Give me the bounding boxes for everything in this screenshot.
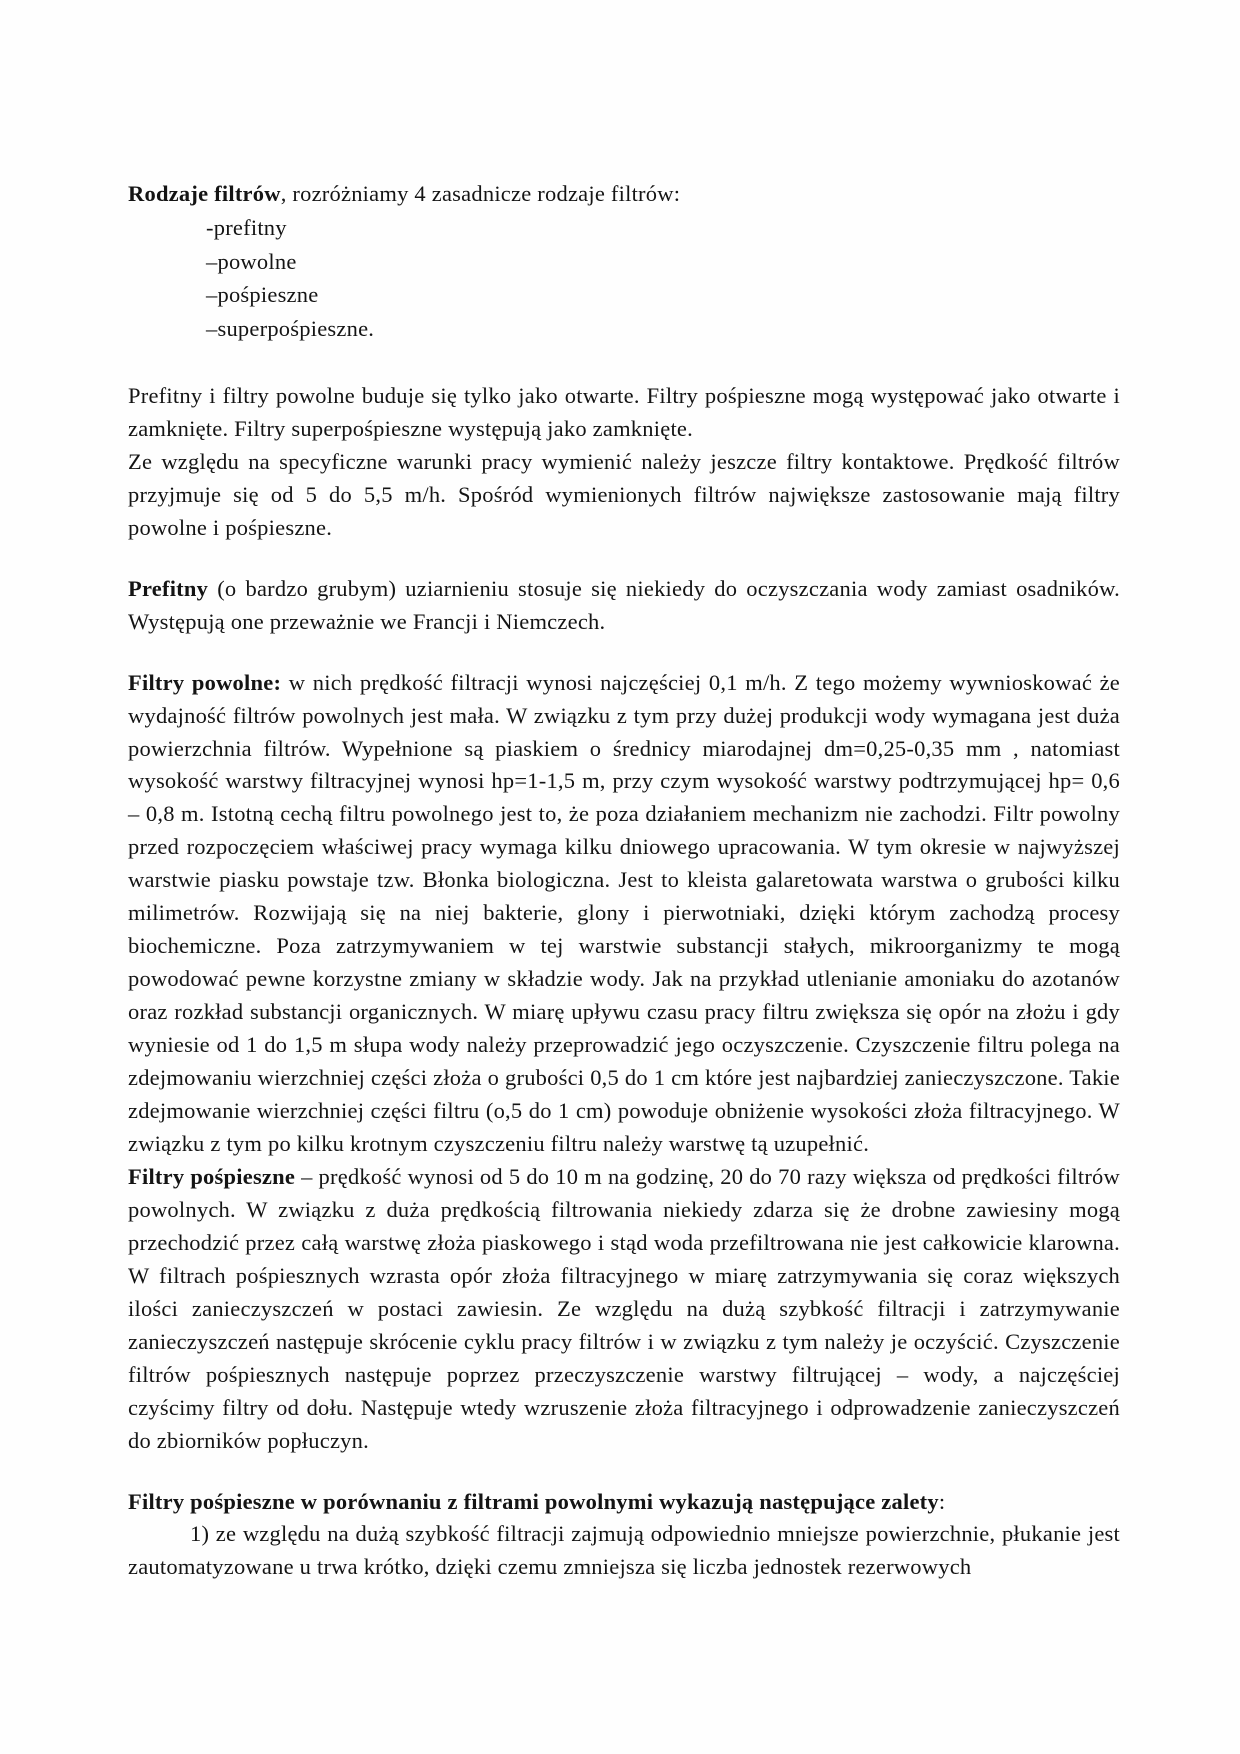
paragraph-filtry-pospieszne — [128, 1161, 1120, 1458]
spacer — [128, 346, 1120, 380]
paragraph-prefitny-lead: Prefitny — [128, 575, 209, 601]
list-item: -prefitny — [206, 214, 287, 240]
advantage-item-1: 1) ze względu na dużą szybkość filtracji zajmują odpowiednio mniejsze powierzchnie, płukanie jest zautomatyzowane u trwa krótko, dzięki czemu zmniejsza się liczba jednostek rezerwowych — [128, 1521, 1120, 1580]
paragraph-filtry-powolne-lead: Filtry powolne: — [128, 669, 282, 695]
paragraph-filtry-powolne — [128, 667, 1120, 1161]
paragraph-filtry-powolne-rest: w nich prędkość filtracji wynosi najczęściej 0,1 m/h. Z tego możemy wywnioskować że wydajność filtrów powolnych jest mała. W związku z tym przy dużej produkcji wody wymagana jest duża powierzchnia filtrów. Wypełnione są piaskiem o średnicy miarodajnej dm=0,25-0,35 mm , natomiast wysokość warstwy filtracyjnej wynosi hp=1-1,5 m, przy czym wysokość warstwy podtrzymującej hp= 0,6 – 0,8 m. Istotną cechą filtru powolnego jest to, że poza działaniem mechanizm nie zachodzi. Filtr powolny przed rozpoczęciem właściwej pracy wymaga kilku dniowego upracowania. W tym okresie w najwyższej warstwie piasku powstaje tzw. Błonka biologiczna. Jest to kleista galaretowata warstwa o grubości kilku milimetrów. Rozwijają się na niej bakterie, glony i pierwotniaki, dzięki którym zachodzą procesy biochemiczne. Poza zatrzymywaniem w tej warstwie substancji stałych, mikroorganizmy te mogą powodować pewne korzystne zmiany w składzie wody. Jak na przykład utlenianie amoniaku do azotanów oraz rozkład substancji organicznych. W miarę upływu czasu pracy filtru zwiększa się opór na złożu i gdy wyniesie od 1 do 1,5 m słupa wody należy przeprowadzić jego oczyszczenie. Czyszczenie filtru polega na zdejmowaniu wierzchniej części złoża o grubości 0,5 do 1 cm które jest najbardziej zanieczyszczone. Takie zdejmowanie wierzchniej części filtru (o,5 do 1 cm) powoduje obniżenie wysokości złoża filtracyjnego. W związku z tym po kilku krotnym czyszczeniu filtru należy warstwę tą uzupełnić. — [128, 669, 1121, 1156]
heading-advantages-lead: Filtry pośpieszne w porównaniu z filtrami powolnymi wykazują następujące zalety — [128, 1488, 939, 1514]
paragraph-general-line1: Prefitny i filtry powolne buduje się tylko jako otwarte. Filtry pośpieszne mogą występować jako otwarte i zamknięte. Filtry superpośpieszne występują jako zamknięte. — [128, 382, 1120, 441]
paragraph-general-line2: Ze względu na specyficzne warunki pracy wymienić należy jeszcze filtry kontaktowe. Prędkość filtrów przyjmuje się od 5 do 5,5 m/h. Spośród wymienionych filtrów największe zastosowanie mają filtry powolne i pośpieszne. — [128, 448, 1120, 540]
spacer — [128, 545, 1120, 573]
list-item: –powolne — [206, 248, 297, 274]
paragraph-filtry-pospieszne-rest: – prędkość wynosi od 5 do 10 m na godzinę, 20 do 70 razy większa od prędkości filtrów powolnych. W związku z duża prędkością filtrowania niekiedy zdarza się że drobne zawiesiny mogą przechodzić przez całą warstwę złoża piaskowego i stąd woda przefiltrowana nie jest całkowicie klarowna. W filtrach pośpiesznych wzrasta opór złoża filtracyjnego w miarę zatrzymywania się coraz większych ilości zanieczyszczeń w postaci zawiesin. Ze względu na dużą szybkość filtracji i zatrzymywanie zanieczyszczeń następuje skrócenie cyklu pracy filtrów i w związku z tym należy je oczyścić. Czyszczenie filtrów pośpiesznych następuje poprzez przeczyszczenie warstwy filtrującej – wody, a najczęściej czyścimy filtry od dołu. Następuje wtedy wzruszenie złoża filtracyjnego i odprowadzenie zanieczyszczeń do zbiorników popłuczyn. — [128, 1163, 1120, 1453]
paragraph-prefitny — [128, 573, 1120, 639]
list-item: –pośpieszne — [206, 282, 319, 308]
heading-advantages — [128, 1486, 1120, 1519]
paragraph-filtry-pospieszne-lead: Filtry pośpieszne — [128, 1163, 296, 1189]
spacer — [128, 1458, 1120, 1486]
heading-filter-types — [128, 178, 1120, 211]
list-item: –superpośpieszne. — [206, 316, 375, 342]
heading-advantages-rest: : — [938, 1488, 946, 1514]
heading-filter-types-lead: Rodzaje filtrów — [128, 181, 281, 206]
heading-filter-types-rest: , rozróżniamy 4 zasadnicze rodzaje filtrów: — [280, 181, 681, 206]
spacer — [128, 639, 1120, 667]
filter-types-list — [128, 211, 1120, 346]
paragraph-prefitny-rest: (o bardzo grubym) uziarnieniu stosuje się niekiedy do oczyszczania wody zamiast osadników. Występują one przeważnie we Francji i Niemczech. — [128, 575, 1120, 634]
document-body — [128, 178, 1120, 1584]
